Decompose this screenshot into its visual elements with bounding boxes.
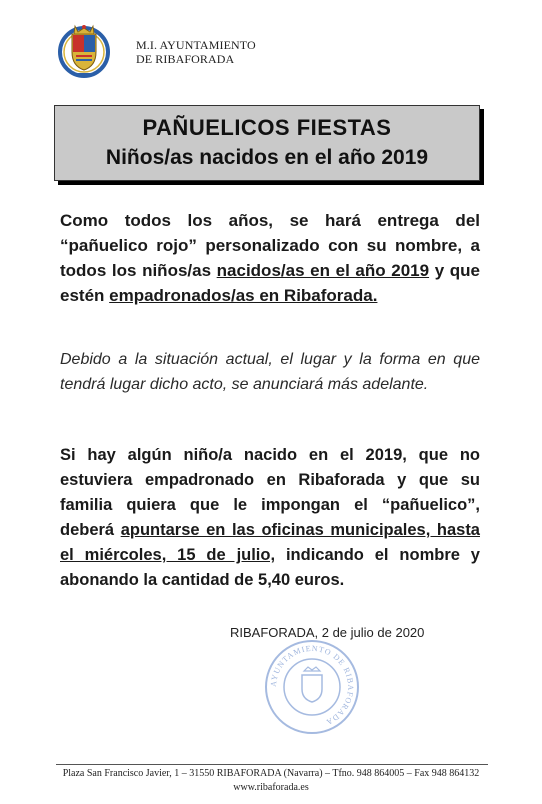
- paragraph-announcement: [60, 208, 480, 308]
- p1-underline-2: empadronados/as en Ribaforada.: [109, 286, 378, 305]
- organization-name: [136, 38, 256, 66]
- org-line-2: DE RIBAFORADA: [136, 52, 235, 66]
- p3-text-1: Si hay algún niño/a nacido en el 2019, que no estuviera empadronado en Ribaforada y que su familia quiera que le impongan el “pañuelico”, deberá: [60, 446, 480, 539]
- paragraph-registration: [60, 443, 480, 593]
- stamp-text: AYUNTAMIENTO DE RIBAFORADA: [268, 643, 356, 728]
- title-box: [54, 105, 480, 181]
- p3-underline-1: apuntarse en las oficinas municipales, hasta el miércoles, 15 de julio,: [60, 521, 480, 564]
- p1-text-2: y que estén: [60, 261, 480, 305]
- footer-website: www.ribaforada.es: [233, 782, 309, 793]
- footer-address: Plaza San Francisco Javier, 1 – 31550 RIBAFORADA (Navarra) – Tfno. 948 864005 – Fax 948 864132: [62, 768, 480, 779]
- p1-text-1: Como todos los años, se hará entrega del “pañuelico rojo” personalizado con su nombre, a todos los niños/as: [60, 211, 480, 280]
- official-stamp-icon: [262, 637, 362, 737]
- date-line: RIBAFORADA, 2 de julio de 2020: [230, 625, 425, 640]
- p3-text-2: indicando el nombre y abonando la cantidad de 5,40 euros.: [60, 546, 480, 589]
- org-line-1: M.I. AYUNTAMIENTO: [136, 38, 256, 52]
- coat-of-arms-icon: [58, 22, 110, 78]
- title-line-2: Niños/as nacidos en el año 2019: [105, 146, 429, 169]
- p1-underline-1: nacidos/as en el año 2019: [216, 261, 430, 280]
- paragraph-notice: Debido a la situación actual, el lugar y la forma en que tendrá lugar dicho acto, se anunciará más adelante.: [60, 351, 480, 393]
- title-line-1: PAÑUELICOS FIESTAS: [142, 115, 392, 140]
- footer-divider: [56, 764, 488, 765]
